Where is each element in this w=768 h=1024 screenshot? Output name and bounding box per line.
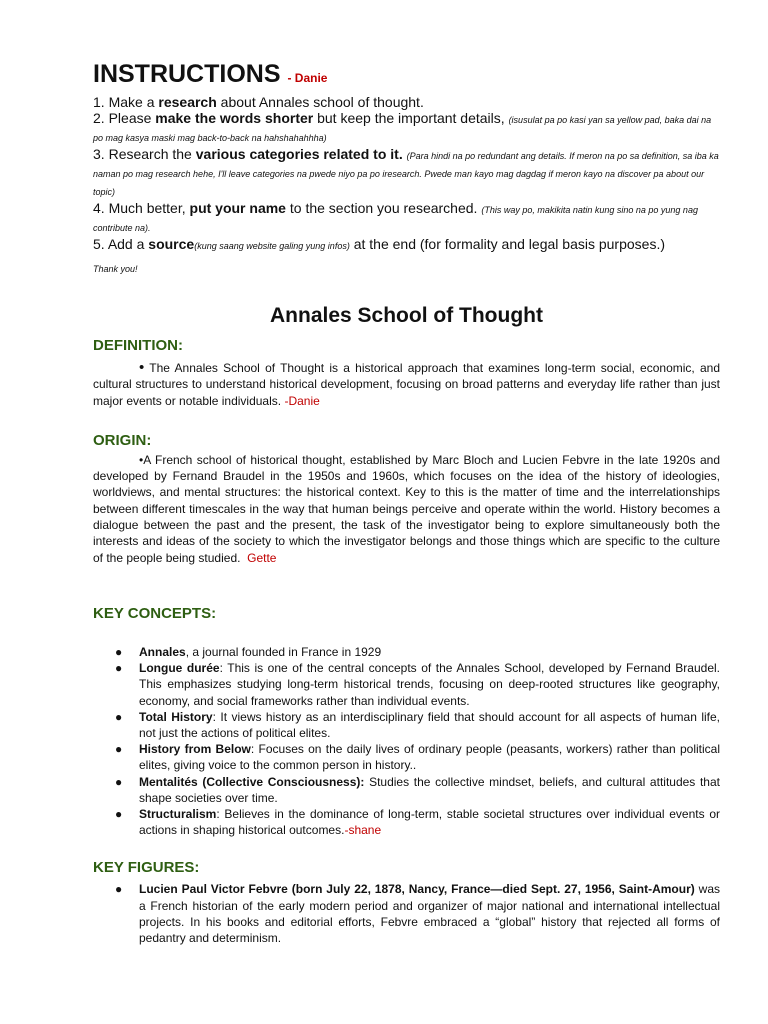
bullet-icon: ● <box>115 661 123 676</box>
instruction-note: (Para hindi na po redundant ang details. If meron na po sa definition, sa iba ka naman po mag research hehe, I'll leave categories na pwede niyo pa po iresearch. Pwede man kayo mag dagdag if meron kayo na discover pa about our topic) <box>93 151 719 197</box>
origin-paragraph <box>93 452 720 566</box>
key-concepts-heading: KEY CONCEPTS: <box>93 604 217 622</box>
instruction-item-5 <box>93 236 720 254</box>
instruction-text: Add a <box>107 236 145 252</box>
list-item <box>93 881 720 946</box>
document-title: Annales School of Thought <box>270 304 543 327</box>
instruction-item-1 <box>93 94 720 110</box>
document-page <box>93 58 720 946</box>
instruction-emphasis: put your name <box>189 200 286 216</box>
figure-text: was a French historian of the early modern period and organizer of major national and international intellectual projects. In his books and editorial efforts, Febvre embraced a “global” history that rejected all forms of pedantry and determinism. <box>139 882 720 946</box>
instruction-text: Research the <box>108 146 192 162</box>
instruction-number: 4. <box>93 200 105 216</box>
instruction-number: 3. <box>93 146 105 162</box>
instruction-number: 2. <box>93 110 105 126</box>
instruction-note: (This way po, makikita natin kung sino na po yung nag contribute na). <box>93 205 698 233</box>
instructions-list <box>93 94 720 254</box>
instruction-item-4 <box>93 200 720 236</box>
instruction-note: (kung saang website galing yung infos) <box>194 241 350 251</box>
list-item <box>93 709 720 741</box>
definition-heading: DEFINITION: <box>93 337 183 354</box>
thanks-note: Thank you! <box>93 264 138 274</box>
instruction-emphasis: source <box>148 236 195 252</box>
key-figures-heading: KEY FIGURES: <box>93 859 200 877</box>
instruction-text: Much better, <box>108 200 186 216</box>
origin-author: Gette <box>247 550 277 565</box>
instruction-text: Make a <box>108 94 155 110</box>
concept-text: : It views history as an interdisciplinary field that should account for all aspects of human life, not just the actions of political elites. <box>139 709 721 740</box>
concept-term: History from Below <box>139 742 251 757</box>
bullet-icon: ● <box>115 709 123 724</box>
instruction-emphasis: research <box>158 94 217 110</box>
concept-term: Structuralism <box>139 807 217 821</box>
concept-text: Studies the collective mindset, beliefs, and cultural attitudes that shape societies over time. <box>139 774 720 805</box>
bullet-icon: ● <box>115 774 123 789</box>
instruction-text: but keep the important details, <box>317 110 505 126</box>
instruction-note: (isusulat pa po kasi yan sa yellow pad, baka dai na po mag kasya maski mag back-to-back na hahshahahhha) <box>93 115 712 143</box>
figure-name: Lucien Paul Victor Febvre (born July 22, 1878, Nancy, France—died Sept. 27, 1956, Saint-Amour) <box>139 882 695 897</box>
instructions-heading: INSTRUCTIONS <box>93 60 281 88</box>
instructions-header <box>93 58 720 94</box>
origin-heading: ORIGIN: <box>93 431 152 449</box>
list-item <box>93 644 720 660</box>
concept-text: : Believes in the dominance of long-term, stable societal structures over individual events or actions in shaping historical outcomes. <box>139 807 720 838</box>
instruction-number: 1. <box>93 94 105 110</box>
definition-author: -Danie <box>284 393 320 408</box>
list-item <box>93 660 720 709</box>
instruction-item-2 <box>93 110 720 146</box>
concept-term: Longue durée <box>139 661 220 676</box>
definition-paragraph <box>93 360 720 409</box>
instruction-emphasis: various categories related to it. <box>195 146 403 162</box>
concept-text: : Focuses on the daily lives of ordinary people (peasants, workers) rather than political elites, giving voice to the common person in history.. <box>139 742 721 773</box>
instruction-text: Please <box>108 110 152 126</box>
concept-author: -shane <box>344 823 382 838</box>
concept-text: , a journal founded in France in 1929 <box>185 644 382 659</box>
key-concepts-list <box>93 644 720 838</box>
list-item <box>93 806 720 838</box>
instructions-author: - Danie <box>287 71 328 85</box>
bullet-icon: ● <box>115 644 123 659</box>
definition-text: The Annales School of Thought is a historical approach that examines long-term social, economic, and cultural structures to understand historical development, focusing on broad patterns and everyday life rather than just major events or notable individuals. <box>93 361 720 408</box>
instruction-text: at the end (for formality and legal basis purposes.) <box>353 236 665 252</box>
bullet-icon: ● <box>115 807 123 821</box>
instruction-number: 5. <box>93 236 105 252</box>
concept-text: : This is one of the central concepts of the Annales School, developed by Fernand Braudel. This emphasizes studying long-term historical trends, focusing on deep-rooted structures like geography, economy, and social frameworks rather than individual events. <box>139 661 720 708</box>
instruction-text: about Annales school of thought. <box>220 94 424 110</box>
instruction-emphasis: make the words shorter <box>155 110 314 126</box>
list-item <box>93 741 720 773</box>
instruction-item-3 <box>93 146 720 200</box>
bullet-icon: ● <box>115 882 123 897</box>
key-figures-list <box>93 881 720 946</box>
bullet-icon: ● <box>115 742 123 757</box>
concept-term: Mentalités (Collective Consciousness): <box>139 774 365 789</box>
origin-text: •A French school of historical thought, established by Marc Bloch and Lucien Febvre in the late 1920s and developed by Fernand Braudel in the 1950s and 1960s, which focuses on the idea of the history of ideologies, worldviews, and mental structures: the historical context. Key to this is the matter of time and the interrelationships between different timescales in the way that human beings perceive and operate within the world. History becomes a dialogue between the past and the present, the task of the investigator being to explore simultaneously both the interests and ideas of the society to which the investigator belongs and those things which are specific to the culture of the people being studied. <box>93 452 720 565</box>
list-item <box>93 774 720 806</box>
concept-term: Annales <box>139 644 186 659</box>
bullet-icon: • <box>139 359 145 376</box>
concept-term: Total History <box>139 709 213 724</box>
instruction-text: to the section you researched. <box>289 200 478 216</box>
